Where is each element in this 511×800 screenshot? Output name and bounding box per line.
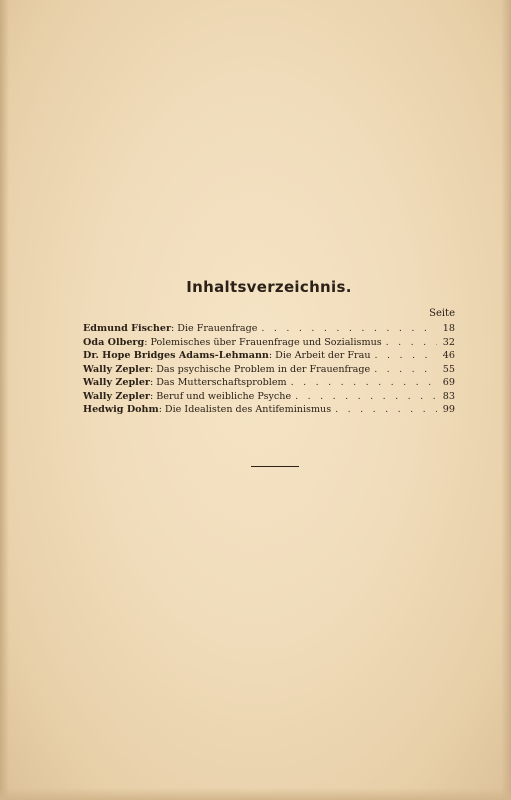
page-column-header: Seite — [429, 308, 455, 319]
toc-entry-separator: : — [149, 390, 154, 402]
toc-entry-title: Das psychische Problem in der Frauenfrage — [156, 363, 371, 375]
toc-entry-separator: : — [268, 350, 273, 361]
toc-entry — [83, 376, 455, 390]
toc-entry-page: 46 — [442, 350, 455, 361]
page-left-edge-shadow — [0, 0, 9, 800]
toc-entry-author: Hedwig Dohm — [83, 404, 159, 415]
toc-entry-author: Wally Zepler — [83, 363, 150, 375]
toc-entry — [83, 322, 455, 336]
toc-entry-separator: : — [144, 336, 148, 348]
decorative-rule — [251, 466, 299, 467]
dot-leader — [291, 376, 437, 390]
toc-entry-separator: : — [149, 363, 154, 375]
toc-entry-author: Oda Olberg — [83, 336, 145, 348]
table-of-contents — [83, 278, 455, 417]
toc-entry-separator: : — [171, 323, 175, 334]
toc-entry — [83, 336, 455, 350]
toc-entry-title: Beruf und weibliche Psyche — [156, 390, 292, 402]
page-right-edge-shadow — [501, 0, 511, 800]
toc-entry-author: Dr. Hope Bridges Adams-Lehmann — [83, 350, 269, 361]
toc-entry-title: Die Idealisten des Antifeminismus — [164, 404, 332, 415]
dot-leader — [261, 322, 437, 336]
toc-entry-title: Das Mutterschaftsproblem — [156, 377, 287, 388]
toc-entry-page: 99 — [442, 404, 455, 415]
toc-entry-page: 83 — [442, 390, 455, 402]
dot-leader — [386, 336, 437, 350]
dot-leader — [375, 349, 437, 363]
toc-entry-author: Wally Zepler — [83, 390, 150, 402]
toc-entry — [83, 403, 455, 417]
toc-entry-page: 55 — [442, 363, 455, 375]
toc-entry-title: Die Frauenfrage — [177, 323, 258, 334]
toc-entry-title: Die Arbeit der Frau — [275, 350, 371, 361]
toc-entry-title: Polemisches über Frauenfrage und Sozialismus — [150, 336, 382, 348]
toc-entry-page: 32 — [442, 336, 455, 348]
toc-title: Inhaltsverzeichnis. — [186, 278, 352, 296]
page-bottom-edge-shadow — [0, 788, 511, 800]
toc-entry-page: 18 — [442, 323, 455, 334]
toc-entry-page: 69 — [442, 377, 455, 388]
toc-entry-separator: : — [158, 404, 162, 415]
toc-entry-separator: : — [149, 377, 154, 388]
toc-entry — [83, 390, 455, 404]
dot-leader — [335, 403, 437, 417]
toc-entry-author: Edmund Fischer — [83, 323, 172, 334]
dot-leader — [374, 363, 437, 377]
dot-leader — [295, 390, 437, 404]
toc-entry — [83, 349, 455, 363]
toc-entry-author: Wally Zepler — [83, 377, 150, 388]
toc-entry — [83, 363, 455, 377]
